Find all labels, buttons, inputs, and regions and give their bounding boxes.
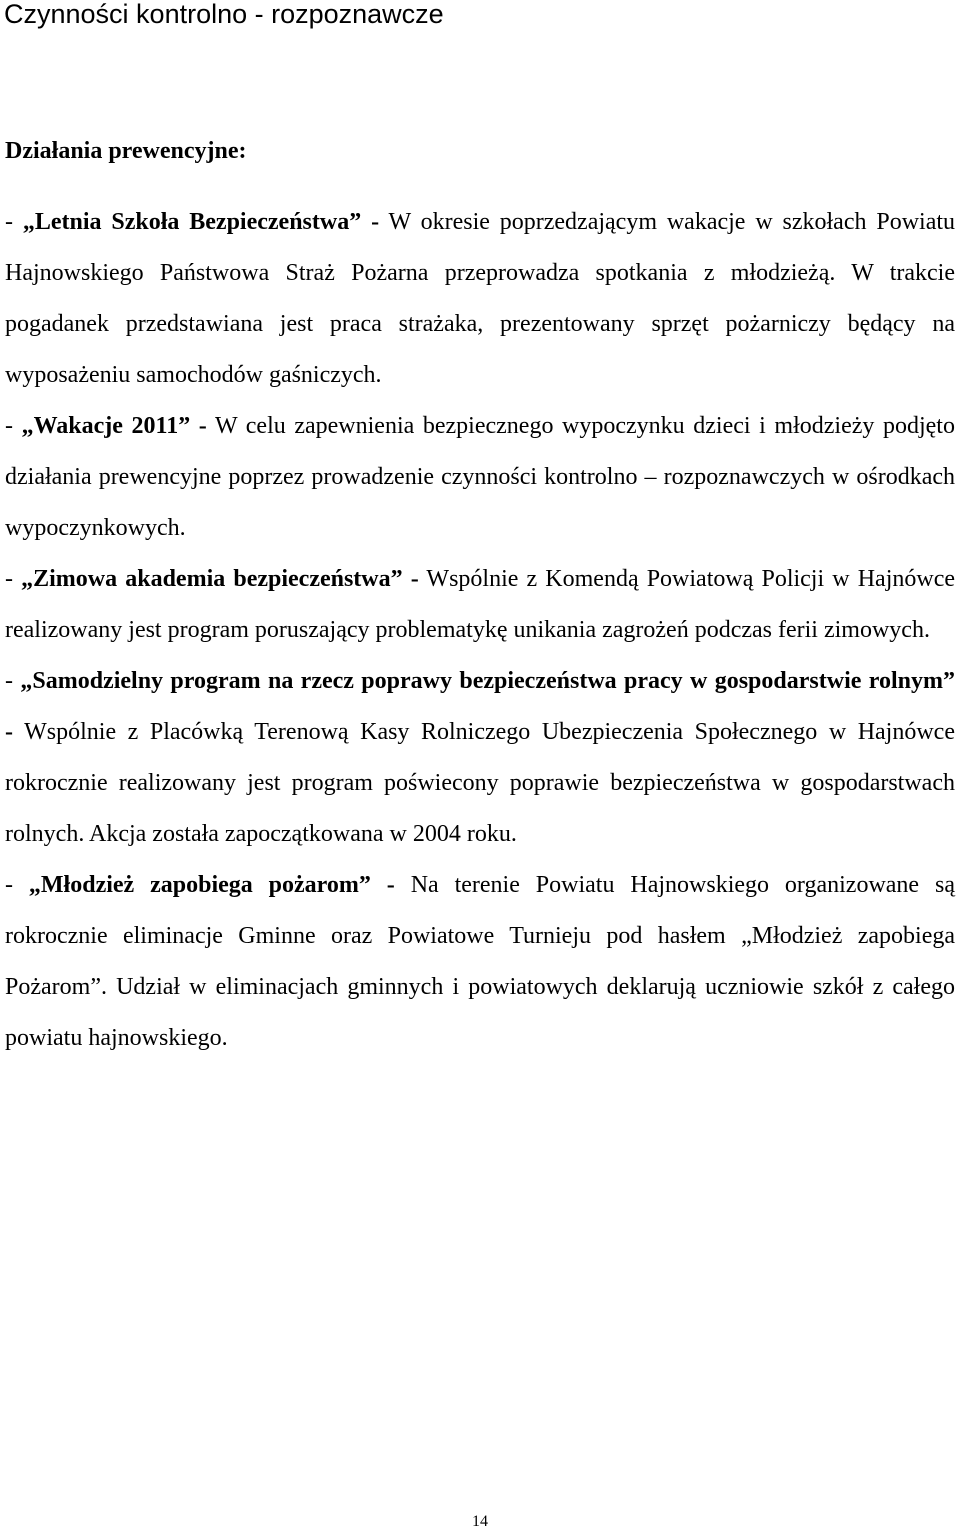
paragraph-zimowa-akademia [5, 554, 955, 656]
list-dash: - [5, 413, 22, 439]
paragraph-letnia-szkola [5, 197, 955, 401]
paragraph-wakacje [5, 401, 955, 554]
list-dash: - [5, 872, 29, 898]
paragraph-mlodziez-zapobiega [5, 860, 955, 1064]
item-title: „Wakacje 2011” - [21, 413, 207, 439]
item-text: Wspólnie z Komendą Powiatową Policji w Hajnówce realizowany jest program poruszający problematykę unikania zagrożeń podczas ferii zimowych. [5, 566, 955, 643]
document-title: Czynności kontrolno - rozpoznawcze [4, 0, 444, 29]
document-body [5, 197, 955, 1064]
list-dash: - [5, 566, 22, 592]
page-number: 14 [472, 1513, 488, 1530]
section-heading: Działania prewencyjne: [5, 138, 247, 164]
item-text: Wspólnie z Placówką Terenową Kasy Rolniczego Ubezpieczenia Społecznego w Hajnówce rokrocznie realizowany jest program poświecony poprawie bezpieczeństwa w gospodarstwach rolnych. Akcja została zapoczątkowana w 2004 roku. [5, 719, 955, 847]
item-title: „Zimowa akademia bezpieczeństwa” - [21, 566, 419, 592]
item-title: „Młodzież zapobiega pożarom” - [28, 872, 395, 898]
item-title: „Letnia Szkoła Bezpieczeństwa” - [22, 209, 380, 235]
item-text: W okresie poprzedzającym wakacje w szkołach Powiatu Hajnowskiego Państwowa Straż Pożarna przeprowadza spotkania z młodzieżą. W trakcie pogadanek przedstawiana jest praca strażaka, prezentowany sprzęt pożarniczy będący na wyposażeniu samochodów gaśniczych. [5, 209, 956, 388]
item-text: Na terenie Powiatu Hajnowskiego organizowane są rokrocznie eliminacje Gminne oraz Powiatowe Turnieju pod hasłem „Młodzież zapobiega Pożarom”. Udział w eliminacjach gminnych i powiatowych deklarują uczniowie szkół z całego powiatu hajnowskiego. [5, 872, 955, 1051]
item-title: „Samodzielny program na rzecz poprawy bezpieczeństwa pracy w gospodarstwie rolnym” - [5, 668, 955, 745]
paragraph-samodzielny-program [5, 656, 955, 860]
list-dash: - [5, 209, 23, 235]
item-text: W celu zapewnienia bezpiecznego wypoczynku dzieci i młodzieży podjęto działania prewencyjne poprzez prowadzenie czynności kontrolno – rozpoznawczych w ośrodkach wypoczynkowych. [5, 413, 955, 541]
list-dash: - [5, 668, 21, 694]
